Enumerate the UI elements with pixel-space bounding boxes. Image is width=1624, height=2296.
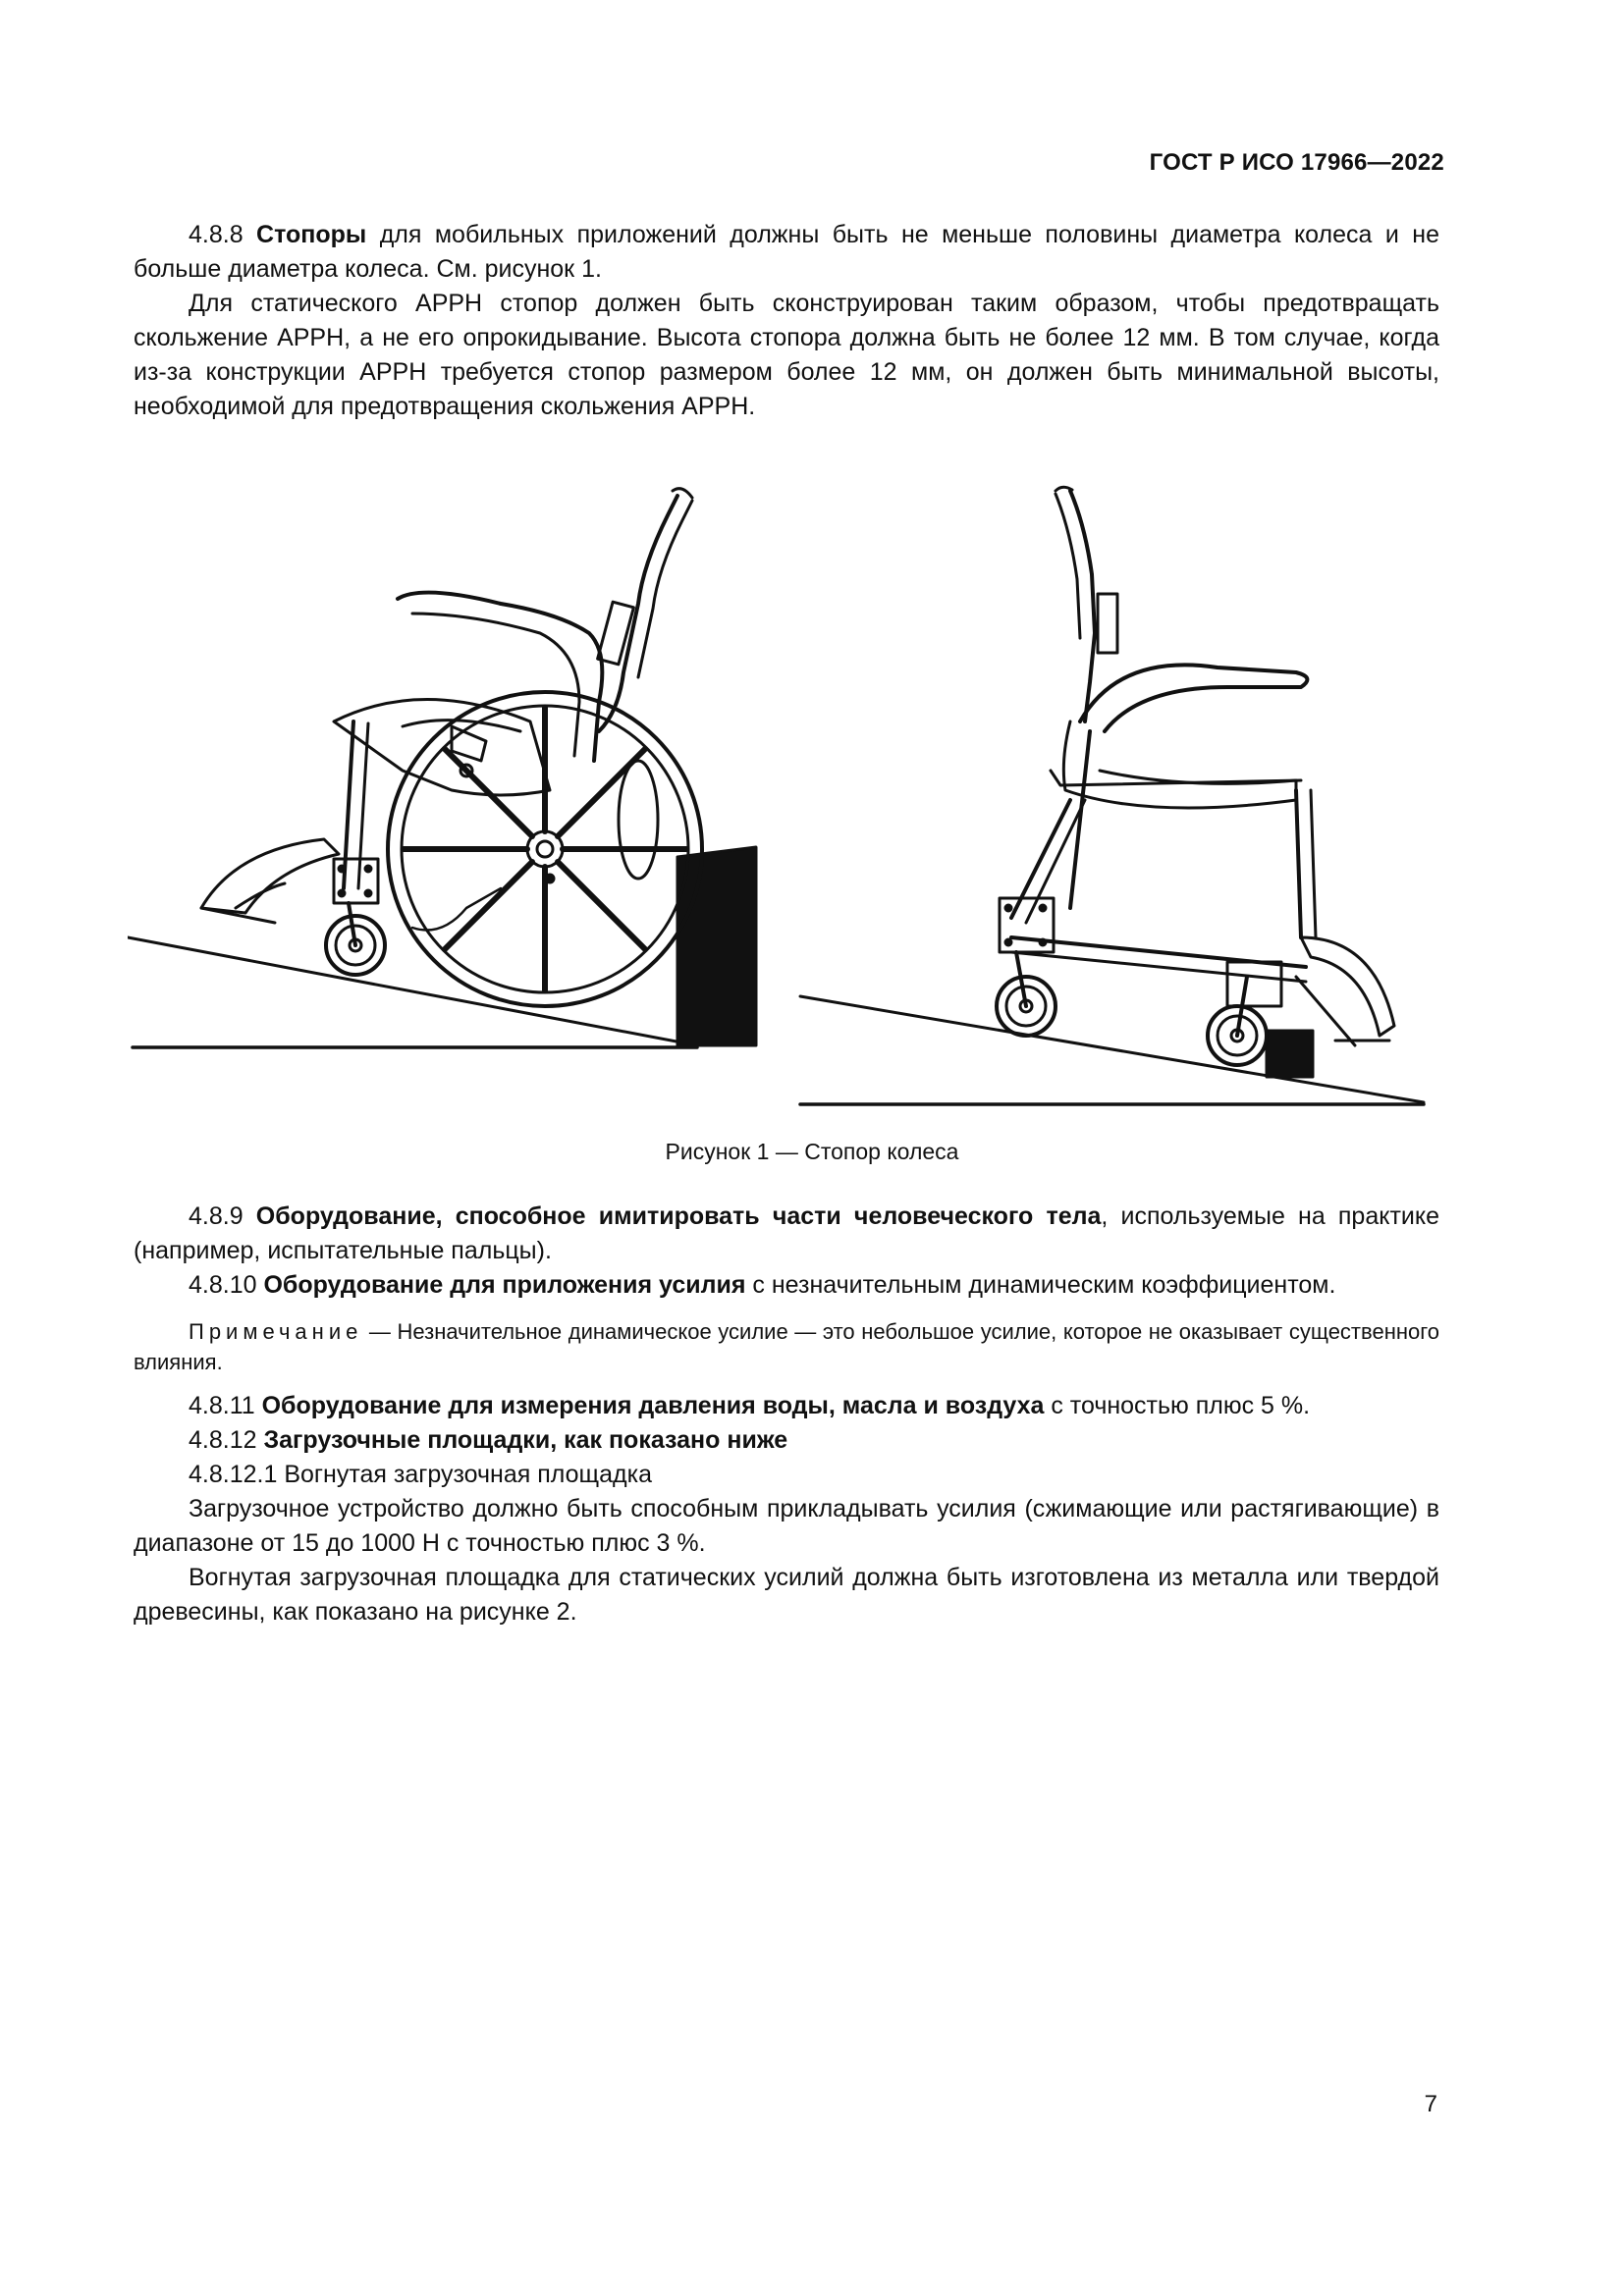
page-number: 7	[1424, 2091, 1437, 2117]
note	[134, 1316, 1439, 1377]
paragraph-term: Загрузочные площадки, как показано ниже	[263, 1426, 788, 1454]
figure-wheel-stopper	[128, 476, 1443, 1114]
paragraph-number: 4.8.12.1	[189, 1461, 285, 1488]
paragraph-4-8-9	[134, 1200, 1439, 1268]
paragraph-term: Оборудование для приложения усилия	[263, 1271, 746, 1299]
paragraph-4-8-11	[134, 1389, 1439, 1423]
paragraph-text: Вогнутая загрузочная площадка для статических усилий должна быть изготовлена из металла или твердой древесины, как показано на рисунке 2.	[134, 1564, 1439, 1626]
right-wheelchair-illustration	[800, 487, 1424, 1104]
figure-caption: Рисунок 1 — Стопор колеса	[665, 1139, 959, 1164]
paragraph-term: Оборудование, способное имитировать части человеческого тела	[255, 1202, 1102, 1230]
paragraph-number: 4.8.11	[189, 1392, 262, 1419]
paragraph-4-8-10	[134, 1268, 1439, 1303]
section-4-8-9-to-4-8-12	[134, 1200, 1439, 1629]
section-4-8-8	[134, 218, 1439, 424]
paragraph-4-8-12	[134, 1423, 1439, 1458]
note-text: — Незначительное динамическое усилие — это небольшое усилие, которое не оказывает существенного влияния.	[134, 1319, 1439, 1374]
note-label: Примечание	[189, 1319, 363, 1344]
paragraph-loading-pad-material	[134, 1561, 1439, 1629]
paragraph-number: 4.8.12	[189, 1426, 264, 1454]
paragraph-text: с незначительным динамическим коэффициентом.	[745, 1271, 1336, 1299]
paragraph-number: 4.8.9	[189, 1202, 256, 1230]
paragraph-4-8-8	[134, 218, 1439, 287]
paragraph-number: 4.8.8	[189, 221, 257, 248]
paragraph-loading-device	[134, 1492, 1439, 1561]
document-header: ГОСТ Р ИСО 17966—2022	[1149, 149, 1444, 176]
left-wheelchair-illustration	[128, 489, 756, 1047]
paragraph-term: Оборудование для измерения давления воды, масла и воздуха	[261, 1392, 1045, 1419]
paragraph-number: 4.8.10	[189, 1271, 264, 1299]
paragraph-4-8-12-1	[134, 1458, 1439, 1492]
paragraph-term: Стопоры	[256, 221, 367, 248]
paragraph-text: , используемые на практике (например, испытательные пальцы).	[134, 1202, 1439, 1264]
paragraph-text: Вогнутая загрузочная площадка	[284, 1461, 652, 1488]
paragraph-text: Для статического АРРН стопор должен быть сконструирован таким образом, чтобы предотвращать скольжение АРРН, а не его опрокидывание. Высота стопора должна быть не более 12 мм. В том случае, когда из-за конструкции АРРН требуется стопор размером более 12 мм, он должен быть минимальной высоты, необходимой для предотвращения скольжения АРРН.	[134, 290, 1439, 420]
paragraph-text: Загрузочное устройство должно быть способным прикладывать усилия (сжимающие или растягивающие) в диапазоне от 15 до 1000 Н с точностью плюс 3 %.	[134, 1495, 1439, 1557]
paragraph-text: для мобильных приложений должны быть не меньше половины диаметра колеса и не больше диаметра колеса. См. рисунок 1.	[134, 221, 1439, 283]
paragraph-static-stopper	[134, 287, 1439, 424]
paragraph-text: с точностью плюс 5 %.	[1044, 1392, 1311, 1419]
